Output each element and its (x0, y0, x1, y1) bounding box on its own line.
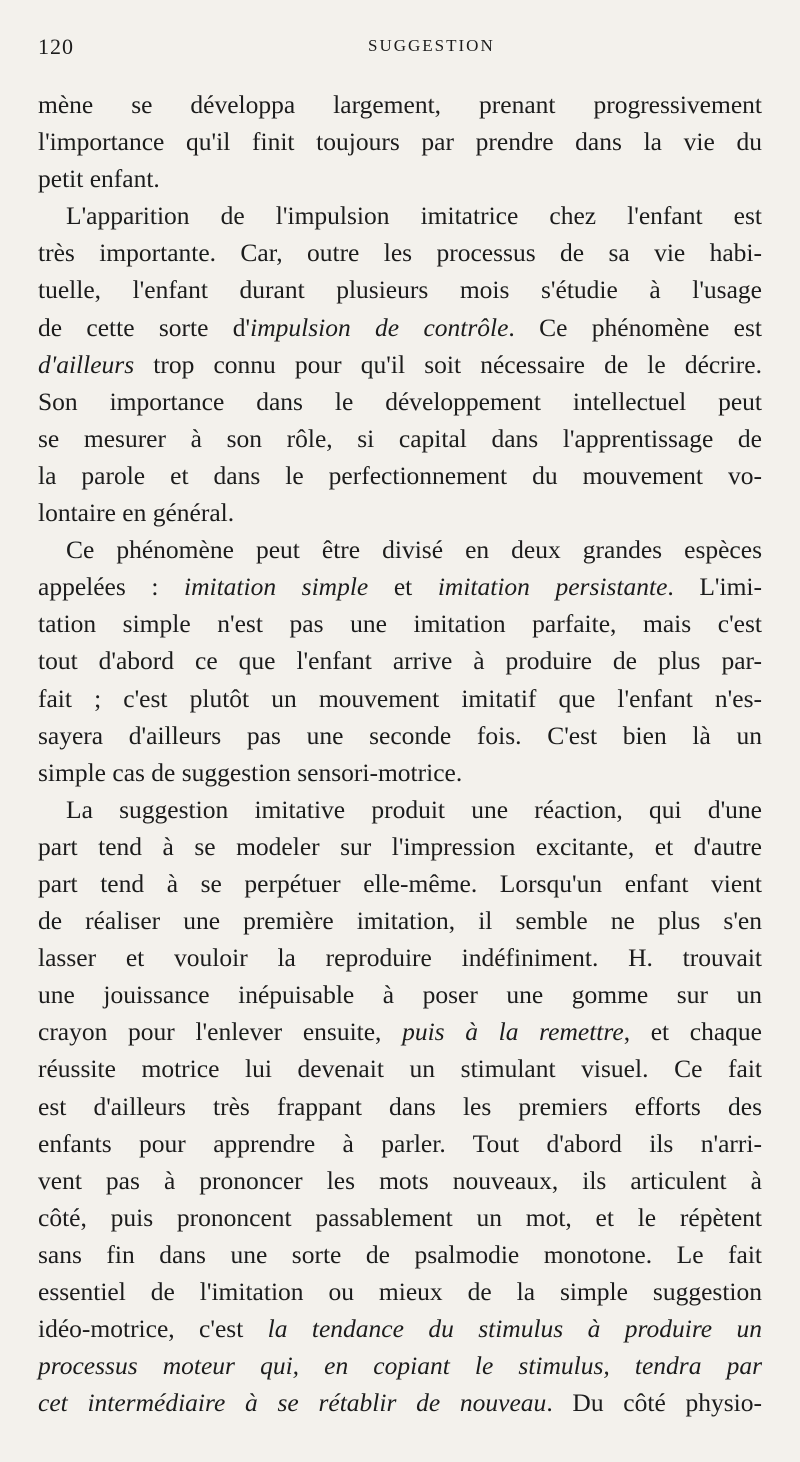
text-line (38, 123, 762, 160)
italic-text: la tendance du stimulus à produire un (267, 1314, 763, 1344)
text-run: est d'ailleurs très frappant dans les premiers efforts des (38, 1091, 762, 1121)
text-run: tout d'abord ce que l'enfant arrive à produire de plus par- (38, 646, 762, 676)
text-run: simple cas de suggestion sensori-motrice. (38, 757, 463, 787)
text-line (38, 309, 762, 346)
text-line (38, 494, 762, 531)
text-run: crayon pour l'enlever ensuite, (38, 1017, 403, 1047)
text-run: mène se développa largement, prenant progressivement (38, 90, 762, 119)
text-line (38, 791, 762, 828)
text-line (38, 1273, 762, 1310)
page-header (38, 30, 760, 64)
text-line (38, 234, 762, 271)
text-run: part tend à se modeler sur l'impression excitante, et d'autre (38, 831, 762, 861)
text-run: lasser et vouloir la reproduire indéfiniment. H. trouvait (38, 943, 762, 973)
text-line (38, 828, 762, 865)
text-run: . Du côté physio- (546, 1388, 763, 1418)
text-line (38, 605, 762, 642)
text-line (38, 160, 762, 197)
text-line (38, 457, 762, 494)
text-run: vent pas à prononcer les mots nouveaux, ils articulent à (38, 1165, 762, 1195)
text-run: L'apparition de l'impulsion imitatrice chez l'enfant est (66, 201, 762, 231)
text-line (38, 568, 762, 605)
italic-text: processus moteur qui, en copiant le stimulus, tendra par (38, 1351, 762, 1381)
text-run: idéo-motrice, c'est (38, 1314, 268, 1344)
text-line (38, 1310, 762, 1347)
italic-text: impulsion de contrôle (250, 312, 509, 342)
text-line (38, 976, 762, 1013)
text-line (38, 1088, 762, 1125)
text-line (38, 420, 762, 457)
text-run: tuelle, l'enfant durant plusieurs mois s'étudie à l'usage (38, 275, 762, 305)
text-line (38, 271, 762, 308)
text-run: lontaire en général. (38, 498, 235, 528)
text-run: tation simple n'est pas une imitation parfaite, mais c'est (38, 609, 762, 639)
text-line (38, 1347, 762, 1384)
text-run: côté, puis prononcent passablement un mot, et le répètent (38, 1202, 762, 1232)
text-line (38, 717, 762, 754)
text-run: l'importance qu'il finit toujours par prendre dans la vie du (38, 127, 762, 157)
text-run: Son importance dans le développement intellectuel peut (38, 386, 762, 416)
text-line (38, 346, 762, 383)
text-run: La suggestion imitative produit une réaction, qui d'une (66, 794, 762, 824)
text-run: de réaliser une première imitation, il semble ne plus s'en (38, 906, 762, 936)
text-run: la parole et dans le perfectionnement du mouvement vo- (38, 460, 762, 490)
text-run: fait ; c'est plutôt un mouvement imitatif que l'enfant n'es- (38, 683, 762, 713)
text-line (38, 902, 762, 939)
text-line (38, 754, 762, 791)
text-line (38, 531, 762, 568)
text-line (38, 1125, 762, 1162)
italic-text: cet intermédiaire à se rétablir de nouveau (38, 1388, 547, 1418)
text-run: réussite motrice lui devenait un stimulant visuel. Ce fait (38, 1054, 762, 1084)
text-run: trop connu pour qu'il soit nécessaire de le décrire. (134, 349, 762, 379)
text-run: et (368, 572, 438, 602)
text-line (38, 865, 762, 902)
text-line (38, 1050, 762, 1087)
text-line (38, 1013, 762, 1050)
paragraph (38, 197, 762, 531)
italic-text: imitation simple (184, 572, 369, 602)
italic-text: d'ailleurs (38, 349, 135, 379)
text-run: se mesurer à son rôle, si capital dans l'apprentissage de (38, 423, 762, 453)
paragraph (38, 86, 762, 197)
text-run: enfants pour apprendre à parler. Tout d'abord ils n'arri- (38, 1128, 762, 1158)
text-line (38, 1162, 762, 1199)
text-run: , et chaque (623, 1017, 762, 1047)
text-line (38, 642, 762, 679)
text-line (38, 1199, 762, 1236)
text-run: une jouissance inépuisable à poser une gomme sur un (38, 980, 762, 1010)
text-line (38, 86, 762, 123)
text-run: essentiel de l'imitation ou mieux de la simple suggestion (38, 1277, 762, 1306)
paragraph (38, 531, 762, 791)
italic-text: imitation persistante (437, 572, 668, 602)
text-run: appelées : (38, 572, 185, 602)
text-line (38, 197, 762, 234)
text-run: très importante. Car, outre les processus de sa vie habi- (38, 238, 762, 268)
text-run: part tend à se perpétuer elle-même. Lorsqu'un enfant vient (38, 868, 762, 898)
text-run: sayera d'ailleurs pas une seconde fois. C'est bien là un (38, 720, 762, 750)
text-line (38, 939, 762, 976)
text-line (38, 1384, 762, 1421)
text-run: de cette sorte d' (38, 312, 251, 342)
text-run: . L'imi- (667, 572, 763, 602)
text-line (38, 1236, 762, 1273)
text-run: Ce phénomène peut être divisé en deux grandes espèces (66, 535, 762, 565)
text-run: petit enfant. (38, 164, 160, 194)
paragraph (38, 791, 762, 1422)
italic-text: puis à la remettre (402, 1017, 624, 1047)
running-title: SUGGESTION (368, 36, 495, 55)
text-run: . Ce phénomène est (508, 312, 762, 342)
body-text (38, 86, 762, 1421)
text-line (38, 680, 762, 717)
text-line (38, 383, 762, 420)
page-number: 120 (38, 34, 74, 59)
text-run: sans fin dans une sorte de psalmodie monotone. Le fait (38, 1239, 762, 1269)
